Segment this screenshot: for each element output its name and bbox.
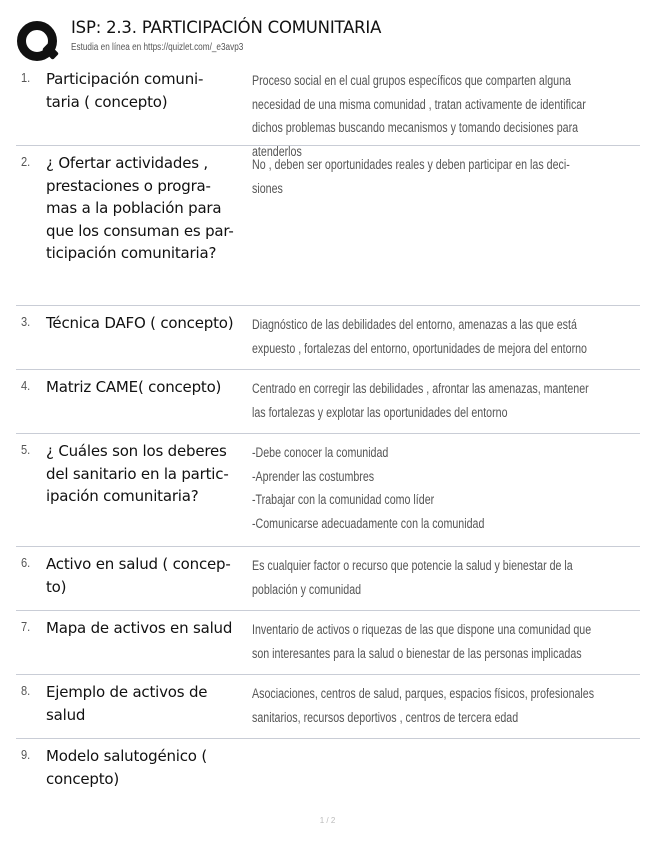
- flashcard-row: [16, 611, 640, 675]
- page-number: 1 / 2: [319, 816, 336, 825]
- term-line: ¿ Cuáles son los deberes: [46, 442, 227, 460]
- definition-line: -Aprender las costumbres: [252, 468, 375, 484]
- definition-line: sanitarios, recursos deportivos , centros de tercera edad: [252, 709, 519, 725]
- card-term: [46, 617, 250, 640]
- term-line: que los consuman es par-: [46, 221, 234, 240]
- definition-line: Proceso social en el cual grupos específicos que comparten alguna: [252, 73, 571, 88]
- card-definition: [252, 618, 623, 665]
- quizlet-q-logo: [16, 20, 62, 66]
- definition-line: siones: [252, 180, 283, 196]
- definition-line: Centrado en corregir las debilidades , afrontar las amenazas, mantener: [252, 381, 589, 396]
- definition-line: Asociaciones, centros de salud, parques, espacios físicos, profesionales: [252, 686, 595, 701]
- page-header: [16, 16, 636, 62]
- definition-line: Inventario de activos o riquezas de las que dispone una comunidad que: [252, 622, 592, 637]
- term-line: Ejemplo de activos de: [46, 683, 208, 701]
- definition-line: necesidad de una misma comunidad , tratan activamente de identificar: [252, 96, 586, 112]
- card-number: 3.: [21, 314, 31, 329]
- card-number: 1.: [21, 70, 31, 85]
- definition-line: las fortalezas y explotar las oportunidades del entorno: [252, 404, 508, 420]
- definition-line: Es cualquier factor o recurso que potencie la salud y bienestar de la: [252, 558, 573, 573]
- definition-line: expuesto , fortalezas del entorno, oportunidades de mejora del entorno: [252, 340, 587, 356]
- card-definition: [252, 554, 623, 601]
- card-definition: [252, 153, 623, 200]
- term-line: prestaciones o progra-: [46, 176, 211, 195]
- definition-line: No , deben ser oportunidades reales y deben participar en las deci-: [252, 157, 570, 172]
- flashcard-row: [16, 675, 640, 739]
- card-number: 8.: [21, 683, 31, 698]
- flashcard-row: [16, 370, 640, 434]
- term-line: taria ( concepto): [46, 92, 168, 111]
- flashcard-row: [16, 434, 640, 547]
- flashcard-row: [16, 62, 640, 159]
- page-title: ISP: 2.3. PARTICIPACIÓN COMUNITARIA: [71, 18, 382, 37]
- definition-line: población y comunidad: [252, 581, 362, 597]
- flashcard-row: [16, 146, 640, 306]
- card-term: [46, 376, 250, 399]
- card-term: [46, 152, 250, 265]
- term-line: Mapa de activos en salud: [46, 619, 233, 637]
- flashcard-row: [16, 739, 640, 809]
- page-subtitle: Estudia en línea en https://quizlet.com/_e3avp3: [71, 42, 244, 53]
- card-term: [46, 681, 250, 726]
- card-number: 6.: [21, 555, 31, 570]
- term-line: Técnica DAFO ( concepto): [46, 314, 234, 332]
- term-line: Modelo salutogénico (: [46, 747, 207, 765]
- card-term: [46, 440, 250, 508]
- definition-line: dichos problemas buscando mecanismos y tomando decisiones para: [252, 120, 579, 136]
- definition-line: -Trabajar con la comunidad como líder: [252, 492, 435, 508]
- term-line: ipación comunitaria?: [46, 487, 199, 505]
- term-line: Matriz CAME( concepto): [46, 378, 222, 396]
- flashcard-list: [16, 62, 640, 809]
- definition-line: -Comunicarse adecuadamente con la comunidad: [252, 515, 485, 531]
- definition-line: Diagnóstico de las debilidades del entorno, amenazas a las que está: [252, 317, 577, 332]
- term-line: del sanitario en la partic-: [46, 464, 229, 483]
- card-term: [46, 745, 250, 790]
- term-line: ¿ Ofertar actividades ,: [46, 154, 208, 172]
- card-number: 4.: [21, 378, 31, 393]
- definition-line: atenderlos: [252, 143, 302, 159]
- card-definition: [252, 377, 623, 424]
- term-line: ticipación comunitaria?: [46, 244, 217, 262]
- card-term: [46, 312, 250, 335]
- term-line: mas a la población para: [46, 199, 222, 217]
- definition-line: -Debe conocer la comunidad: [252, 445, 389, 460]
- card-definition: [252, 682, 623, 729]
- term-line: Participación comuni-: [46, 70, 204, 88]
- card-number: 5.: [21, 442, 31, 457]
- definition-line: son interesantes para la salud o bienestar de las personas implicadas: [252, 645, 582, 661]
- term-line: Activo en salud ( concep-: [46, 555, 231, 573]
- card-number: 2.: [21, 154, 31, 169]
- card-definition: [252, 313, 623, 360]
- flashcard-row: [16, 306, 640, 370]
- card-number: 9.: [21, 747, 31, 762]
- card-term: [46, 553, 250, 598]
- term-line: to): [46, 577, 67, 596]
- card-definition: [252, 441, 623, 535]
- term-line: concepto): [46, 769, 120, 788]
- term-line: salud: [46, 705, 86, 724]
- card-term: [46, 68, 250, 113]
- card-number: 7.: [21, 619, 31, 634]
- flashcard-row: [16, 547, 640, 611]
